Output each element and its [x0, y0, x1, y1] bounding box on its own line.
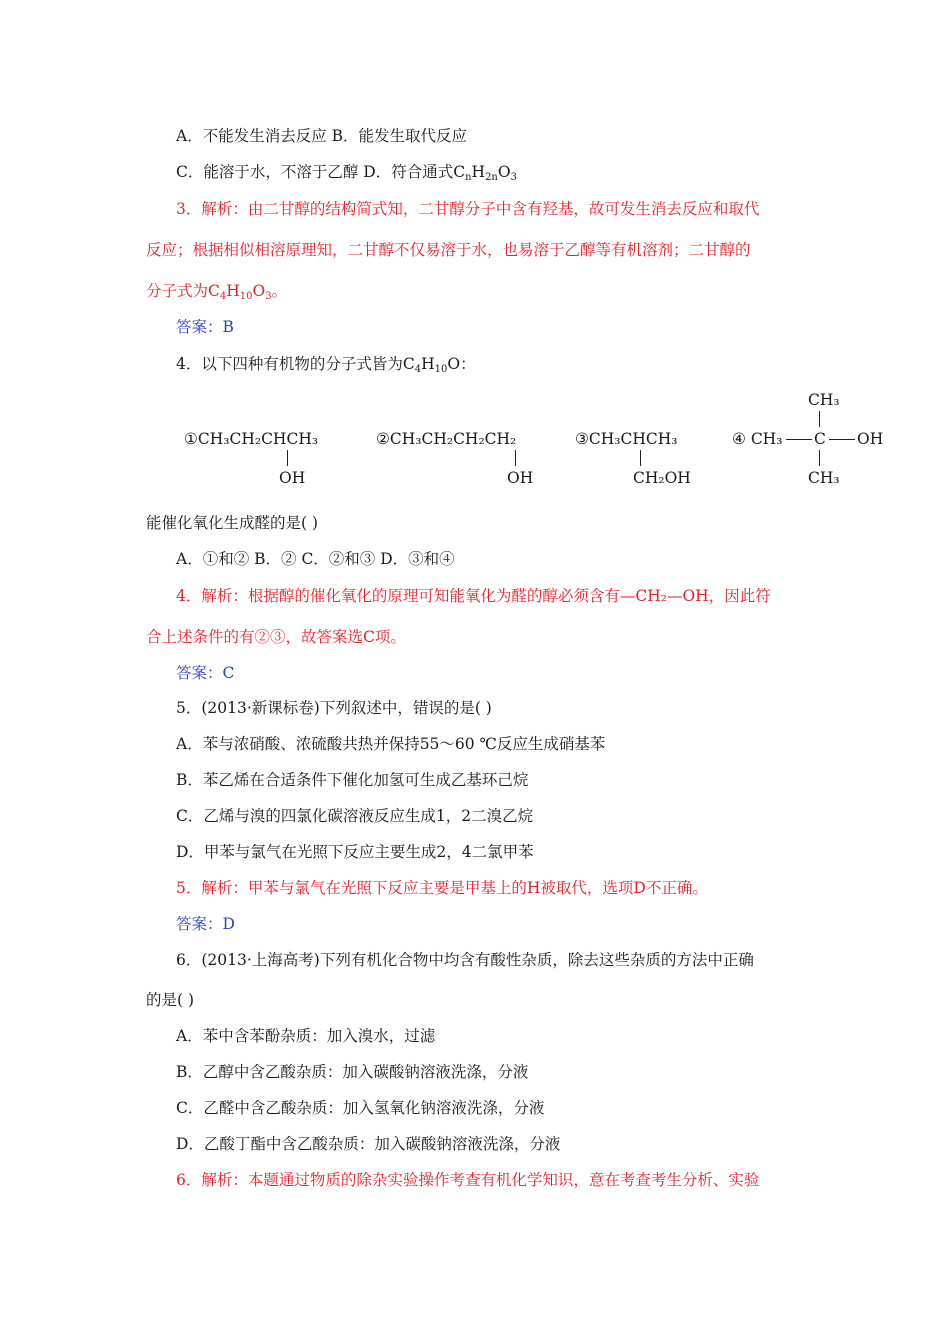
- a3-line3: [146, 280, 287, 308]
- formula-part: H: [421, 355, 435, 373]
- q6-stem-line2: 的是( ): [146, 991, 195, 1009]
- formula-sub: n: [465, 172, 472, 183]
- structure-1-oh: OH: [279, 469, 306, 487]
- a5-line1: [176, 877, 708, 899]
- q6-stem-line1: 6．(2013·上海高考)下列有机化合物中均含有酸性杂质，除去这些杂质的方法中正确: [176, 951, 754, 969]
- formula-part: H: [226, 282, 240, 300]
- structure-3-ch2oh: CH₂OH: [633, 469, 691, 487]
- a4-line2: 合上述条件的有②③，故答案选C项。: [146, 628, 406, 646]
- a6-label: 6．解析：: [176, 1171, 248, 1189]
- structure-2-oh: OH: [507, 469, 534, 487]
- q4-question: 能催化氧化生成醛的是( ): [146, 514, 319, 532]
- formula-part: O: [497, 163, 511, 181]
- q4-stem-text: 4．以下四种有机物的分子式皆为C: [176, 355, 415, 373]
- structure-4-left: ④ CH₃: [732, 430, 783, 448]
- bond-line: [829, 439, 855, 440]
- structure-2-main: ②CH₃CH₂CH₂CH₂: [376, 430, 517, 448]
- a5-text1: 甲苯与氯气在光照下反应主要是甲基上的H被取代，选项D不正确。: [247, 879, 708, 897]
- formula-sub: 4: [219, 291, 227, 302]
- q6-option-c: C．乙醛中含乙酸杂质：加入氢氧化钠溶液洗涤，分液: [176, 1099, 545, 1117]
- a3-line2: 反应；根据相似相溶原理知，二甘醇不仅易溶于水，也易溶于乙醇等有机溶剂；二甘醇的: [146, 241, 751, 259]
- a4-line1: [176, 585, 771, 607]
- q6-option-d: D．乙酸丁酯中含乙酸杂质：加入碳酸钠溶液洗涤，分液: [176, 1135, 561, 1153]
- bond-line: [819, 450, 820, 466]
- a3-line1: [176, 198, 759, 220]
- q5-stem: 5．(2013·新课标卷)下列叙述中，错误的是( ): [176, 699, 492, 717]
- q4-options: A．①和② B．② C．②和③ D．③和④: [176, 550, 455, 568]
- formula-part: H: [471, 163, 486, 181]
- formula-part: 。: [271, 282, 288, 300]
- a3-answer: 答案：B: [176, 318, 234, 336]
- bond-line: [786, 439, 812, 440]
- q5-option-b: B．苯乙烯在合适条件下催化加氢可生成乙基环己烷: [176, 771, 529, 789]
- bond-line: [640, 450, 641, 466]
- q6-option-a: A．苯中含苯酚杂质：加入溴水，过滤: [176, 1027, 436, 1045]
- q5-option-a: A．苯与浓硝酸、浓硫酸共热并保持55～60 ℃反应生成硝基苯: [176, 735, 606, 753]
- structure-4-top: CH₃: [808, 391, 840, 409]
- formula-part: O：: [447, 355, 476, 373]
- a5-label: 5．解析：: [176, 879, 248, 897]
- q5-option-c: C．乙烯与溴的四氯化碳溶液反应生成1，2二溴乙烷: [176, 807, 534, 825]
- formula-part: O: [252, 282, 266, 300]
- structure-4-oh: OH: [857, 430, 884, 448]
- q2-options-line2-text: C．能溶于水，不溶于乙醇 D．符合通式C: [176, 163, 466, 181]
- formula-sub: 3: [510, 172, 517, 183]
- bond-line: [819, 411, 820, 427]
- structure-1-main: ①CH₃CH₂CHCH₃: [184, 430, 319, 448]
- bond-line: [287, 450, 288, 466]
- a4-text1: 根据醇的催化氧化的原理可知能氧化为醛的醇必须含有—CH₂—OH，因此符: [247, 587, 771, 605]
- bond-line: [515, 450, 516, 466]
- a3-label: 3．解析：: [176, 200, 248, 218]
- formula-sub: 10: [239, 291, 253, 302]
- formula-sub: 4: [414, 364, 422, 375]
- q4-stem: [176, 353, 476, 381]
- q2-options-line2: [176, 161, 517, 189]
- formula-sub: 2n: [485, 172, 498, 183]
- a3-line3-text: 分子式为C: [146, 282, 220, 300]
- q6-option-b: B．乙醇中含乙酸杂质：加入碳酸钠溶液洗涤，分液: [176, 1063, 529, 1081]
- a4-answer: 答案：C: [176, 664, 235, 682]
- a4-label: 4．解析：: [176, 587, 248, 605]
- a6-line1: [176, 1169, 759, 1191]
- q2-options-line1: A．不能发生消去反应 B．能发生取代反应: [176, 127, 468, 145]
- formula-sub: 3: [265, 291, 272, 302]
- formula-sub: 10: [434, 364, 448, 375]
- structure-3-main: ③CH₃CHCH₃: [575, 430, 678, 448]
- q5-option-d: D．甲苯与氯气在光照下反应主要生成2，4二氯甲苯: [176, 843, 534, 861]
- structure-4-c: C: [814, 430, 826, 448]
- a3-text1: 由二甘醇的结构简式知，二甘醇分子中含有羟基，故可发生消去反应和取代: [247, 200, 760, 218]
- structure-4-bottom: CH₃: [808, 469, 840, 487]
- a6-text1: 本题通过物质的除杂实验操作考查有机化学知识，意在考查考生分析、实验: [247, 1171, 760, 1189]
- a5-answer: 答案：D: [176, 915, 235, 933]
